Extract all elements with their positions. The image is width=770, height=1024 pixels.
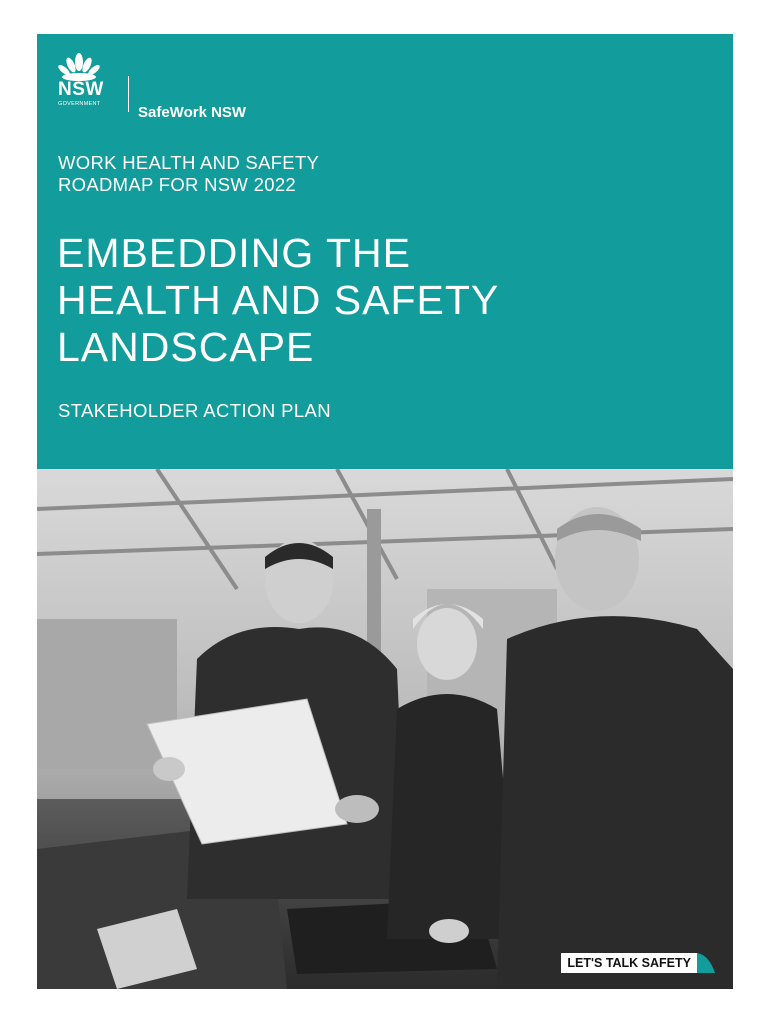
cover-photo <box>37 469 733 989</box>
title-line-2: HEALTH AND SAFETY <box>57 277 500 323</box>
waratah-icon <box>57 52 101 82</box>
overline-line-1: WORK HEALTH AND SAFETY <box>58 152 320 173</box>
logo-divider <box>128 76 129 112</box>
logo-brand-text: SafeWork NSW <box>138 104 247 121</box>
title-line-3: LANDSCAPE <box>57 324 315 370</box>
lets-talk-safety-badge <box>561 953 715 973</box>
nsw-safework-logo <box>57 52 257 122</box>
title-line-1: EMBEDDING THE <box>57 230 411 276</box>
cover-subtitle: STAKEHOLDER ACTION PLAN <box>58 400 332 421</box>
cover-overline <box>58 152 319 196</box>
cover-header-panel <box>37 34 733 469</box>
logo-government-text: GOVERNMENT <box>58 101 101 107</box>
logo-nsw-text: NSW <box>58 79 104 100</box>
workplace-photo-illustration <box>37 469 733 989</box>
badge-label: LET'S TALK SAFETY <box>561 953 697 973</box>
badge-corner-icon <box>697 953 715 973</box>
cover-page <box>37 34 733 989</box>
overline-line-2: ROADMAP FOR NSW 2022 <box>58 174 296 195</box>
cover-title <box>57 230 499 371</box>
